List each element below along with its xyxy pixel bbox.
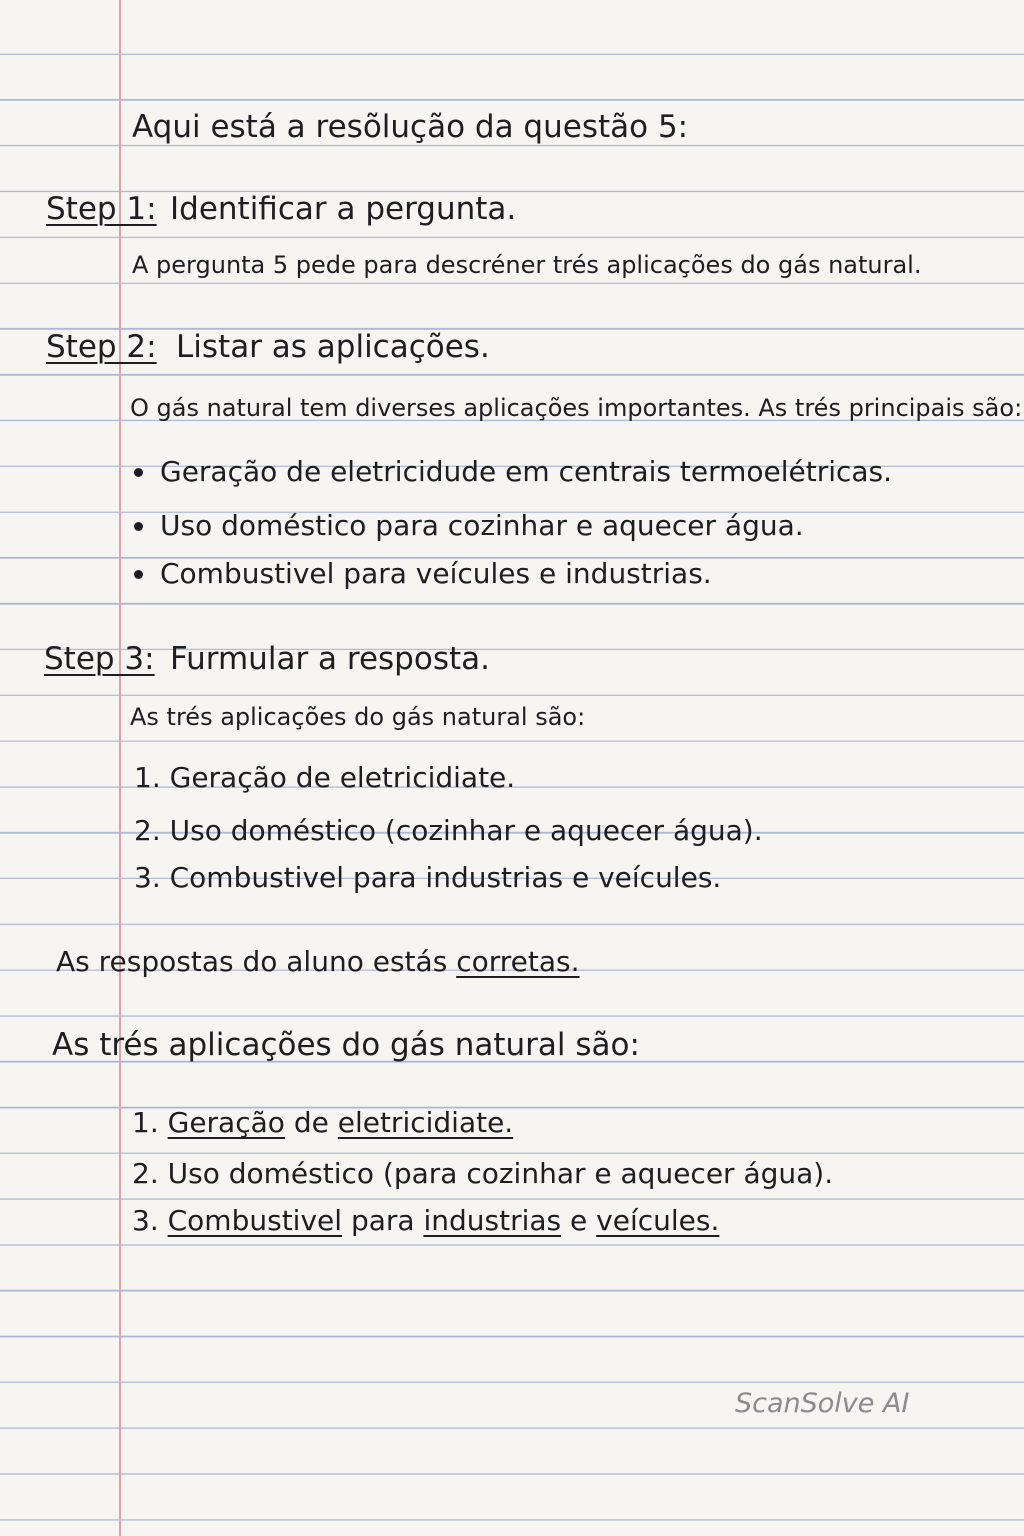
list-item: 1. Geração de eletricidiate. — [134, 761, 516, 794]
page-title: Aqui está a resõlução da questão 5: — [132, 109, 689, 145]
step-1-text: A pergunta 5 pede para descréner trés aplicações do gás natural. — [132, 251, 922, 279]
final-intro: As trés aplicações do gás natural são: — [52, 1027, 640, 1063]
underlined-term: veícules. — [596, 1204, 720, 1237]
watermark: ScanSolve AI — [735, 1388, 910, 1419]
conclusion-highlight: corretas. — [456, 945, 580, 978]
list-item: 2. Uso doméstico (cozinhar e aquecer água). — [134, 814, 763, 847]
list-number: 3. — [132, 1204, 159, 1237]
step-3-label: Step 3: — [44, 641, 155, 677]
underlined-term: Geração — [167, 1106, 285, 1139]
step-1-heading: Identificar a pergunta. — [170, 191, 517, 227]
list-text: e — [570, 1204, 588, 1237]
final-item-3 — [132, 1204, 720, 1237]
step-3-heading: Furmular a resposta. — [170, 641, 490, 677]
underlined-term: eletricidiate. — [337, 1106, 514, 1139]
list-text: de — [293, 1106, 329, 1139]
step-2-text: O gás natural tem diverses aplicações importantes. As trés principais são: — [130, 394, 1023, 422]
step-2-heading: Listar as aplicações. — [176, 329, 490, 365]
bullet-dot — [134, 522, 143, 531]
bullet-dot — [134, 570, 143, 579]
bullet-item: Geração de eletricidude em centrais termoelétricas. — [160, 455, 893, 488]
final-item-2: 2. Uso doméstico (para cozinhar e aquecer água). — [132, 1157, 834, 1190]
list-item: 3. Combustivel para industrias e veícules. — [134, 861, 722, 894]
conclusion-line — [56, 945, 580, 978]
margin-line — [119, 0, 121, 1536]
conclusion-text: As respostas do aluno estás — [56, 945, 448, 978]
step-1-label: Step 1: — [46, 191, 157, 227]
bullet-item: Uso doméstico para cozinhar e aquecer água. — [160, 509, 804, 542]
underlined-term: Combustivel — [167, 1204, 343, 1237]
bullet-item: Combustivel para veícules e industrias. — [160, 557, 712, 590]
step-3-text: As trés aplicações do gás natural são: — [130, 703, 586, 731]
final-item-1 — [132, 1106, 514, 1139]
list-number: 1. — [132, 1106, 159, 1139]
step-2-label: Step 2: — [46, 329, 157, 365]
list-text: para — [350, 1204, 415, 1237]
bullet-dot — [134, 468, 143, 477]
underlined-term: industrias — [423, 1204, 562, 1237]
